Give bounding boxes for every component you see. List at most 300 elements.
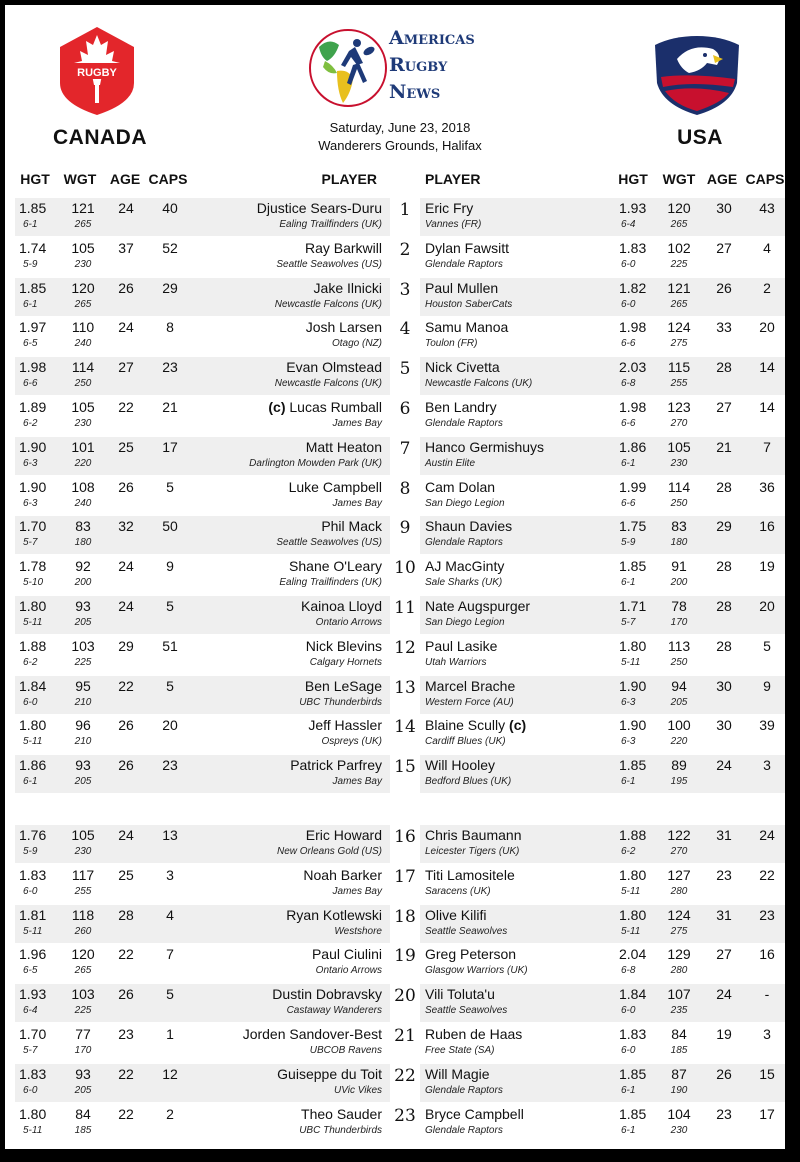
canada-caps: 12 <box>162 1065 178 1082</box>
usa-caps: 43 <box>759 200 775 216</box>
canada-weight-lb: 250 <box>74 378 92 390</box>
table-row <box>15 516 785 554</box>
canada-player-club: Calgary Hornets <box>309 656 382 668</box>
usa-height-ft: 6-1 <box>621 1124 636 1136</box>
canada-caps: 5 <box>166 677 174 694</box>
canada-player-name <box>257 200 382 216</box>
canada-age: 23 <box>118 1026 134 1042</box>
table-row <box>15 198 785 236</box>
canada-weight-lb: 260 <box>74 925 92 937</box>
canada-height-ft: 6-0 <box>23 1084 38 1096</box>
table-row <box>15 676 785 714</box>
table-row <box>15 715 785 753</box>
canada-height-m: 1.78 <box>19 558 47 575</box>
table-row <box>15 905 785 943</box>
canada-weight-kg: 108 <box>71 478 95 495</box>
usa-player-club: San Diego Legion <box>425 497 505 509</box>
canada-height-ft: 6-4 <box>23 1005 38 1017</box>
usa-player-club: Leicester Tigers (UK) <box>425 846 520 857</box>
usa-weight-kg: 124 <box>667 319 691 336</box>
canada-player-club: Newcastle Falcons (UK) <box>274 298 382 310</box>
canada-weight-kg: 93 <box>75 598 91 614</box>
usa-age: 26 <box>716 279 732 296</box>
match-venue: Wanderers Grounds, Halifax <box>318 138 482 153</box>
usa-caps: 15 <box>759 1065 775 1082</box>
canada-height-m: 1.81 <box>19 906 47 923</box>
col-caps-left: CAPS <box>148 171 188 187</box>
usa-age: 27 <box>716 946 732 963</box>
canada-height-m: 1.76 <box>19 827 47 843</box>
usa-height-ft: 6-1 <box>621 457 636 469</box>
table-row <box>15 317 785 355</box>
usa-weight-kg: 105 <box>667 438 691 455</box>
canada-age: 26 <box>118 986 134 1003</box>
usa-height-m: 1.90 <box>619 717 647 734</box>
usa-height-ft: 6-6 <box>621 497 636 509</box>
usa-height-ft: 5-7 <box>621 617 636 628</box>
usa-player-club: Austin Elite <box>425 457 476 469</box>
usa-player-name-text: Samu Manoa <box>425 319 509 336</box>
canada-weight-kg: 110 <box>71 319 95 336</box>
canada-player-club: Otago (NZ) <box>331 338 382 350</box>
jersey-number: 13 <box>394 677 416 698</box>
usa-weight-kg: 89 <box>671 757 687 774</box>
usa-caps: 20 <box>759 319 775 336</box>
usa-player-name <box>425 280 498 296</box>
canada-height-ft: 6-1 <box>23 219 38 230</box>
usa-weight-lb: 265 <box>670 298 688 310</box>
canada-player-name-text: Josh Larsen <box>305 319 382 336</box>
jersey-number: 6 <box>399 399 411 419</box>
usa-weight-lb: 225 <box>670 258 688 270</box>
usa-age: 28 <box>716 598 732 614</box>
canada-age: 22 <box>118 677 134 694</box>
usa-player-club: Vannes (FR) <box>425 219 482 230</box>
usa-age: 30 <box>716 200 732 216</box>
usa-player-name-text: Greg Peterson <box>425 946 517 963</box>
usa-height-ft: 6-0 <box>621 298 636 310</box>
col-caps-right: CAPS <box>745 171 785 187</box>
usa-weight-lb: 180 <box>670 537 688 549</box>
canada-weight-lb: 210 <box>74 696 92 708</box>
canada-weight-kg: 93 <box>75 1065 91 1082</box>
usa-height-ft: 6-2 <box>621 846 636 857</box>
canada-height-m: 1.85 <box>19 200 47 216</box>
usa-player-name <box>425 946 516 962</box>
canada-weight-lb: 225 <box>74 656 92 668</box>
usa-weight-lb: 255 <box>670 378 688 390</box>
table-row <box>15 944 785 982</box>
canada-caps: 20 <box>162 717 178 734</box>
canada-caps: 5 <box>166 598 174 614</box>
canada-age: 22 <box>118 1065 134 1082</box>
canada-height-m: 1.80 <box>19 1105 47 1122</box>
canada-player-name <box>277 1066 382 1082</box>
col-player-right: PLAYER <box>425 171 481 187</box>
usa-player-name <box>425 986 495 1002</box>
canada-player-name-text: Lucas Rumball <box>289 399 382 415</box>
canada-player-name-text: Guiseppe du Toit <box>277 1065 382 1082</box>
usa-weight-kg: 123 <box>667 399 691 415</box>
table-row <box>15 357 785 395</box>
canada-caps: 7 <box>166 946 174 963</box>
usa-weight-lb: 280 <box>670 965 688 977</box>
usa-age: 31 <box>716 906 732 923</box>
canada-weight-kg: 105 <box>71 827 95 843</box>
canada-player-club: Ealing Trailfinders (UK) <box>279 577 382 589</box>
jersey-number: 10 <box>394 558 416 579</box>
table-row <box>15 1024 785 1062</box>
canada-height-m: 1.86 <box>19 757 47 774</box>
canada-weight-kg: 117 <box>71 866 95 883</box>
usa-weight-lb: 275 <box>670 338 688 350</box>
canada-height-m: 1.80 <box>19 598 47 614</box>
usa-weight-lb: 205 <box>670 696 688 708</box>
usa-player-club: Western Force (AU) <box>425 696 514 708</box>
usa-player-name-text: Titi Lamositele <box>425 866 515 883</box>
col-hgt-right: HGT <box>618 171 648 187</box>
team-name-canada: CANADA <box>53 126 147 149</box>
canada-player-name-text: Noah Barker <box>303 866 382 883</box>
jersey-number: 15 <box>394 757 416 778</box>
usa-player-name <box>425 1106 524 1122</box>
match-date: Saturday, June 23, 2018 <box>329 120 471 135</box>
usa-player-name-text: Hanco Germishuys <box>425 438 545 455</box>
canada-weight-lb: 210 <box>74 736 92 748</box>
usa-height-ft: 6-0 <box>621 1005 636 1017</box>
usa-weight-lb: 280 <box>670 885 688 897</box>
canada-player-club: James Bay <box>332 776 382 788</box>
jersey-number: 18 <box>394 906 416 927</box>
usa-caps: 17 <box>759 1105 775 1122</box>
table-row <box>15 278 785 316</box>
canada-height-m: 1.70 <box>19 1026 47 1042</box>
canada-weight-lb: 230 <box>74 258 92 270</box>
canada-height-ft: 5-11 <box>23 617 43 628</box>
canada-caps: 50 <box>162 518 178 535</box>
usa-weight-lb: 190 <box>670 1084 688 1096</box>
usa-age: 23 <box>716 1105 732 1122</box>
usa-weight-lb: 170 <box>670 617 688 628</box>
canada-player-name <box>305 240 382 256</box>
usa-age: 21 <box>716 438 732 455</box>
canada-weight-kg: 93 <box>75 757 91 774</box>
usa-player-name-text: Chris Baumann <box>425 827 522 843</box>
usa-weight-kg: 100 <box>667 717 691 734</box>
captain-marker: (c) <box>509 717 527 734</box>
canada-weight-lb: 265 <box>74 965 92 977</box>
canada-weight-lb: 230 <box>74 418 92 429</box>
canada-caps: 29 <box>162 279 178 296</box>
usa-player-name <box>425 319 508 335</box>
canada-player-name <box>301 1106 382 1122</box>
jersey-number: 17 <box>394 866 416 887</box>
usa-player-club: Glendale Raptors <box>425 418 503 429</box>
canada-age: 29 <box>118 637 134 654</box>
canada-height-m: 1.80 <box>19 717 47 734</box>
canada-player-name-text: Matt Heaton <box>305 438 382 455</box>
usa-age: 24 <box>716 757 732 774</box>
header <box>5 5 785 173</box>
usa-caps: 36 <box>759 478 775 495</box>
usa-player-club: Seattle Seawolves <box>425 1005 508 1017</box>
canada-player-name <box>286 359 382 375</box>
usa-caps: 16 <box>759 946 775 963</box>
canada-age: 26 <box>118 757 134 774</box>
canada-weight-kg: 103 <box>71 637 95 654</box>
canada-player-club: Newcastle Falcons (UK) <box>274 378 382 390</box>
usa-player-name-text: Blaine Scully <box>425 717 506 734</box>
canada-age: 26 <box>118 717 134 734</box>
usa-player-name <box>425 867 515 883</box>
canada-height-m: 1.89 <box>19 399 47 415</box>
usa-caps: 4 <box>763 239 771 256</box>
usa-height-m: 1.98 <box>619 399 647 415</box>
canada-player-club: Ealing Trailfinders (UK) <box>279 219 382 230</box>
canada-weight-kg: 105 <box>71 239 95 256</box>
usa-player-name-text: Will Hooley <box>425 757 496 774</box>
canada-player-club: Seattle Seawolves (US) <box>276 537 382 549</box>
usa-player-name <box>425 907 486 923</box>
usa-caps: 5 <box>763 637 771 654</box>
canada-player-name <box>289 479 382 495</box>
canada-player-club: UBC Thunderbirds <box>299 1124 382 1136</box>
usa-height-ft: 6-0 <box>621 258 636 270</box>
usa-player-name <box>425 678 515 694</box>
usa-weight-kg: 127 <box>667 866 691 883</box>
canada-weight-kg: 121 <box>71 200 95 216</box>
usa-height-ft: 6-3 <box>621 696 636 708</box>
usa-height-ft: 6-8 <box>621 378 636 390</box>
usa-player-name-text: Paul Mullen <box>425 279 499 296</box>
usa-age: 29 <box>716 518 732 535</box>
canada-height-m: 1.93 <box>19 986 47 1003</box>
usa-age: 19 <box>716 1026 732 1042</box>
usa-caps: 22 <box>759 866 775 883</box>
usa-age: 28 <box>716 359 732 376</box>
usa-weight-kg: 120 <box>667 200 691 216</box>
canada-player-name <box>268 399 382 415</box>
usa-height-m: 2.04 <box>619 946 647 963</box>
canada-weight-lb: 205 <box>74 617 92 628</box>
usa-height-m: 1.98 <box>619 319 647 336</box>
usa-player-club: Newcastle Falcons (UK) <box>425 378 533 390</box>
canada-weight-kg: 77 <box>75 1026 91 1042</box>
usa-height-m: 1.80 <box>619 637 647 654</box>
usa-weight-kg: 78 <box>671 598 687 614</box>
usa-weight-kg: 83 <box>671 518 687 535</box>
canada-weight-kg: 95 <box>75 677 91 694</box>
table-row <box>15 477 785 515</box>
canada-caps: 21 <box>162 399 178 415</box>
canada-height-ft: 5-7 <box>23 537 38 549</box>
canada-weight-lb: 205 <box>74 776 92 788</box>
canada-age: 37 <box>118 239 134 256</box>
col-wgt-right: WGT <box>662 171 696 187</box>
usa-weight-kg: 102 <box>667 239 691 256</box>
usa-age: 27 <box>716 239 732 256</box>
canada-caps: 5 <box>166 986 174 1003</box>
usa-height-m: 1.75 <box>619 518 647 535</box>
usa-player-name-text: Paul Lasike <box>425 637 498 654</box>
canada-weight-kg: 101 <box>71 438 95 455</box>
col-hgt-left: HGT <box>20 171 50 187</box>
canada-player-name <box>272 986 382 1002</box>
usa-weight-kg: 91 <box>671 558 687 575</box>
usa-player-name <box>425 399 497 415</box>
canada-age: 24 <box>118 598 134 614</box>
usa-caps: 39 <box>759 717 775 734</box>
jersey-number: 11 <box>394 598 416 618</box>
usa-height-ft: 6-4 <box>621 219 636 230</box>
canada-height-ft: 6-1 <box>23 298 38 310</box>
canada-height-m: 1.83 <box>19 1065 47 1082</box>
usa-player-club: Cardiff Blues (UK) <box>425 736 506 748</box>
col-wgt-left: WGT <box>63 171 97 187</box>
jersey-number: 5 <box>399 359 411 380</box>
usa-weight-lb: 265 <box>670 219 688 230</box>
usa-player-name-text: Ben Landry <box>425 399 497 415</box>
canada-height-ft: 5-9 <box>23 846 38 857</box>
usa-player-name-text: Nate Augspurger <box>425 598 531 614</box>
col-age-right: AGE <box>706 171 738 187</box>
usa-player-club: Seattle Seawolves <box>425 925 508 937</box>
usa-height-m: 1.88 <box>619 827 647 843</box>
usa-weight-lb: 270 <box>670 418 688 429</box>
canada-caps: 2 <box>166 1105 174 1122</box>
usa-weight-kg: 84 <box>671 1026 687 1042</box>
usa-player-name <box>425 240 509 256</box>
canada-weight-kg: 118 <box>71 906 95 923</box>
usa-height-m: 1.83 <box>619 1026 647 1042</box>
table-row <box>15 984 785 1022</box>
canada-player-name <box>306 319 382 335</box>
usa-height-ft: 5-9 <box>621 537 636 549</box>
usa-height-m: 1.71 <box>619 598 647 614</box>
canada-player-name <box>306 439 382 455</box>
usa-player-name-text: Marcel Brache <box>425 677 516 694</box>
jersey-number: 14 <box>394 717 416 738</box>
jersey-number: 16 <box>394 827 416 847</box>
canada-age: 25 <box>118 438 134 455</box>
usa-player-name <box>425 479 495 495</box>
canada-weight-kg: 84 <box>75 1105 91 1122</box>
canada-age: 24 <box>118 558 134 575</box>
canada-caps: 40 <box>162 200 178 216</box>
usa-height-m: 1.80 <box>619 906 647 923</box>
usa-age: 31 <box>716 827 732 843</box>
canada-player-club: UVic Vikes <box>334 1084 382 1096</box>
usa-player-name <box>425 1026 522 1042</box>
table-row <box>15 865 785 903</box>
canada-player-name-text: Nick Blevins <box>305 637 382 654</box>
canada-age: 27 <box>118 359 134 376</box>
team-sheet <box>5 5 785 1149</box>
canada-height-ft: 6-1 <box>23 776 38 788</box>
canada-height-ft: 5-11 <box>23 1124 43 1136</box>
usa-age: 28 <box>716 637 732 654</box>
canada-player-name <box>303 867 382 883</box>
canada-height-ft: 6-0 <box>23 696 38 708</box>
canada-player-club: Darlington Mowden Park (UK) <box>249 457 382 469</box>
canada-player-name-text: Eric Howard <box>305 827 382 843</box>
usa-caps: 20 <box>759 598 775 614</box>
usa-player-name <box>425 757 495 773</box>
canada-weight-kg: 120 <box>71 279 95 296</box>
canada-age: 24 <box>118 319 134 336</box>
usa-caps: 7 <box>763 438 771 455</box>
canada-height-m: 1.97 <box>19 319 47 336</box>
canada-player-name-text: Kainoa Lloyd <box>301 598 382 614</box>
canada-weight-lb: 225 <box>74 1005 92 1017</box>
usa-caps: 24 <box>759 827 775 843</box>
canada-player-name <box>314 280 382 296</box>
logo-text: RUGBY <box>77 67 117 79</box>
usa-age: 30 <box>716 717 732 734</box>
jersey-number: 22 <box>394 1065 416 1086</box>
americas-rugby-news-logo <box>307 19 507 111</box>
canada-player-name-text: Ryan Kotlewski <box>286 906 382 923</box>
table-row <box>15 238 785 276</box>
canada-player-name-text: Djustice Sears-Duru <box>256 200 382 216</box>
usa-player-club: Glendale Raptors <box>425 1124 503 1136</box>
canada-height-ft: 5-11 <box>23 925 43 937</box>
usa-player-club: Saracens (UK) <box>425 885 491 897</box>
canada-player-name <box>286 907 382 923</box>
usa-player-club: Glendale Raptors <box>425 258 503 270</box>
usa-weight-lb: 230 <box>670 457 688 469</box>
usa-height-ft: 5-11 <box>621 656 641 668</box>
usa-age: 33 <box>716 319 732 336</box>
col-age-left: AGE <box>109 171 141 187</box>
rugby-canada-shield-icon <box>56 25 138 117</box>
canada-height-m: 1.83 <box>19 866 47 883</box>
usa-height-ft: 6-1 <box>621 1084 636 1096</box>
usa-height-m: 1.85 <box>619 1065 647 1082</box>
canada-player-club: Westshore <box>334 925 382 937</box>
usa-player-name-text: Will Magie <box>425 1065 490 1082</box>
table-row <box>15 437 785 475</box>
usa-player-name-text: Vili Toluta'u <box>425 986 495 1003</box>
canada-age: 26 <box>118 478 134 495</box>
jersey-number: 20 <box>394 986 416 1007</box>
table-row <box>15 1064 785 1102</box>
usa-player-name <box>425 598 530 614</box>
usa-caps: 3 <box>763 1026 771 1042</box>
usa-weight-kg: 129 <box>667 946 691 963</box>
usa-caps: - <box>764 986 770 1003</box>
usa-age: 28 <box>716 478 732 495</box>
usa-caps: 2 <box>763 279 771 296</box>
usa-player-club: Utah Warriors <box>425 656 487 668</box>
canada-age: 25 <box>118 866 134 883</box>
canada-weight-lb: 185 <box>74 1124 92 1136</box>
canada-age: 22 <box>118 399 134 415</box>
usa-player-name <box>425 717 526 733</box>
usa-height-ft: 5-11 <box>621 885 641 897</box>
usa-height-ft: 6-1 <box>621 776 636 788</box>
usa-height-m: 1.83 <box>619 239 647 256</box>
canada-player-name-text: Ben LeSage <box>304 677 382 694</box>
usa-player-name-text: Ruben de Haas <box>425 1026 523 1042</box>
usa-player-name <box>425 558 504 574</box>
canada-player-club: Ontario Arrows <box>315 965 382 977</box>
jersey-number: 1 <box>399 200 411 220</box>
canada-weight-lb: 170 <box>74 1045 92 1056</box>
usa-player-name-text: AJ MacGinty <box>425 558 505 575</box>
usa-height-m: 1.93 <box>619 200 647 216</box>
col-player-left: PLAYER <box>321 171 377 187</box>
